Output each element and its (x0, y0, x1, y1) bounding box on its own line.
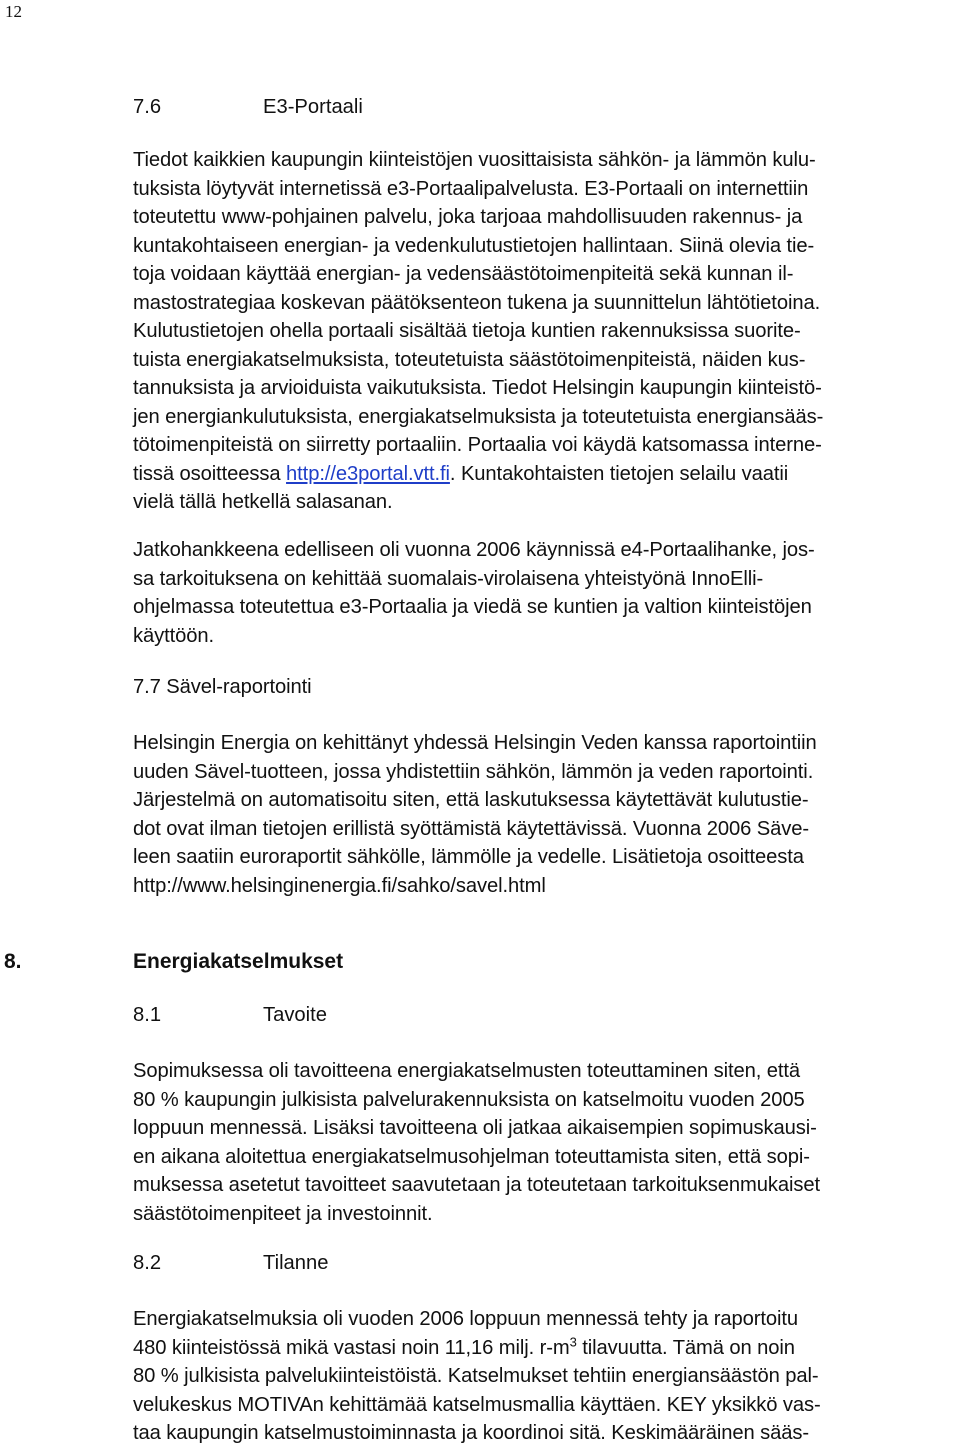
text: tilavuutta. Tämä on noin (576, 1336, 795, 1359)
section-8-2-paragraph (133, 1305, 955, 1448)
superscript: 3 (569, 1333, 577, 1349)
text-line: ohjelmassa toteutettua e3-Portaalia ja viedä se kuntien ja valtion kiinteistöjen (133, 596, 812, 618)
text-line: sa tarkoituksena on kehittää suomalais-virolaisena yhteistyönä InnoElli- (133, 567, 764, 590)
section-title: E3-Portaali (263, 96, 363, 118)
text-line: muksessa asetetut tavoitteet saavutetaan ja toteutetaan tarkoituksenmukaiset (133, 1174, 821, 1196)
chapter-number: 8. (4, 950, 22, 973)
page-number: 12 (5, 2, 22, 21)
e3portal-link[interactable]: http://e3portal.vtt.fi (286, 462, 450, 485)
text-line: kuntakohtaiseen energian- ja vedenkulutustietojen hallintaan. Siinä olevia tie- (133, 234, 815, 257)
text: 480 kiinteistössä mikä vastasi noin 11,16 milj. r-m (133, 1336, 570, 1359)
text-line: toja voidaan käyttää energian- ja vedensäästötoimenpiteitä sekä kunnan il- (133, 263, 794, 285)
text-line: tötoimenpiteistä on siirretty portaaliin. Portaalia voi käydä katsomassa interne- (133, 434, 822, 456)
text-line-with-link (133, 460, 955, 489)
text-line: vielä tällä hetkellä salasanan. (133, 491, 393, 513)
text-line: toteutettu www-pohjainen palvelu, joka tarjoaa mahdollisuuden rakennus- ja (133, 206, 803, 228)
section-8-1-heading (133, 1004, 327, 1027)
chapter-title: Energiakatselmukset (133, 950, 344, 973)
section-7-6-paragraph-2 (133, 536, 955, 650)
text-line: loppuun mennessä. Lisäksi tavoitteena oli jatkaa aikaisempien sopimuskausi- (133, 1117, 817, 1139)
section-heading: 7.7 Sävel-raportointi (133, 676, 312, 698)
section-7-7-paragraph (133, 729, 955, 900)
section-number: 8.2 (133, 1252, 162, 1274)
text-line: en aikana aloitettua energiakatselmusohjelman toteuttamista siten, että sopi- (133, 1145, 810, 1168)
text-line: Helsingin Energia on kehittänyt yhdessä Helsingin Veden kanssa raportointiin (133, 732, 817, 754)
text-line: http://www.helsinginenergia.fi/sahko/savel.html (133, 874, 546, 897)
text-line: leen saatiin euroraportit sähkölle, lämmölle ja vedelle. Lisätietoja osoitteesta (133, 846, 804, 868)
text-line: dot ovat ilman tietojen erillistä syöttämistä käytettävissä. Vuonna 2006 Säve- (133, 817, 809, 840)
text-line: Kulutustietojen ohella portaali sisältää tietoja kuntien rakennuksissa suorite- (133, 320, 801, 342)
text-line: Tiedot kaikkien kaupungin kiinteistöjen vuosittaisista sähkön- ja lämmön kulu- (133, 149, 816, 171)
chapter-8-heading (4, 950, 343, 974)
text-line: Jatkohankkeena edelliseen oli vuonna 2006 käynnissä e4-Portaalihanke, jos- (133, 539, 815, 561)
text: tissä osoitteessa (133, 462, 287, 485)
text-line: 80 % julkisista palvelukiinteistöistä. Katselmukset tehtiin energiansäästön pal- (133, 1365, 819, 1387)
section-title: Tavoite (263, 1004, 327, 1026)
text-line: uuden Sävel-tuotteen, jossa yhdistettiin sähkön, lämmön ja veden raportointi. (133, 760, 814, 783)
section-7-6-heading (133, 96, 363, 119)
text-line: käyttöön. (133, 624, 215, 647)
text-line: Sopimuksessa oli tavoitteena energiakatselmusten toteuttaminen siten, että (133, 1060, 801, 1082)
section-title: Tilanne (263, 1252, 329, 1274)
text-line: velukeskus MOTIVAn kehittämää katselmusmallia käyttäen. KEY yksikkö vas- (133, 1393, 821, 1416)
section-7-7-heading (133, 673, 955, 702)
text-line: säästötoimenpiteet ja investoinnit. (133, 1202, 433, 1225)
section-number: 7.6 (133, 96, 162, 118)
section-8-1-paragraph (133, 1057, 955, 1228)
text-line: 80 % kaupungin julkisista palvelurakennuksista on katselmoitu vuoden 2005 (133, 1088, 805, 1111)
text-line: tuista energiakatselmuksista, toteutetuista säästötoimenpiteistä, näiden kus- (133, 348, 806, 371)
text-line: tannuksista ja arvioiduista vaikutuksista. Tiedot Helsingin kaupungin kiinteistö- (133, 377, 822, 399)
text-line: taa kaupungin katselmustoiminnasta ja koordinoi sitä. Keskimääräinen sääs- (133, 1422, 809, 1444)
text-line (133, 1334, 955, 1363)
section-number: 8.1 (133, 1004, 162, 1026)
text: . Kuntakohtaisten tietojen selailu vaatii (449, 462, 789, 485)
section-8-2-heading (133, 1252, 328, 1275)
text-line: Järjestelmä on automatisoitu siten, että laskutuksessa käytettävät kulutustie- (133, 789, 809, 811)
text-line: jen energiankulutuksista, energiakatselmuksista ja toteutetuista energiansääs- (133, 405, 824, 428)
text-line: mastostrategiaa koskevan päätöksenteon tukena ja suunnittelun lähtötietoina. (133, 291, 821, 314)
section-7-6-paragraph-1 (133, 146, 955, 517)
text-line: tuksista löytyvät internetissä e3-Portaalipalvelusta. E3-Portaali on internettiin (133, 177, 809, 200)
text-line: Energiakatselmuksia oli vuoden 2006 loppuun mennessä tehty ja raportoitu (133, 1308, 799, 1330)
